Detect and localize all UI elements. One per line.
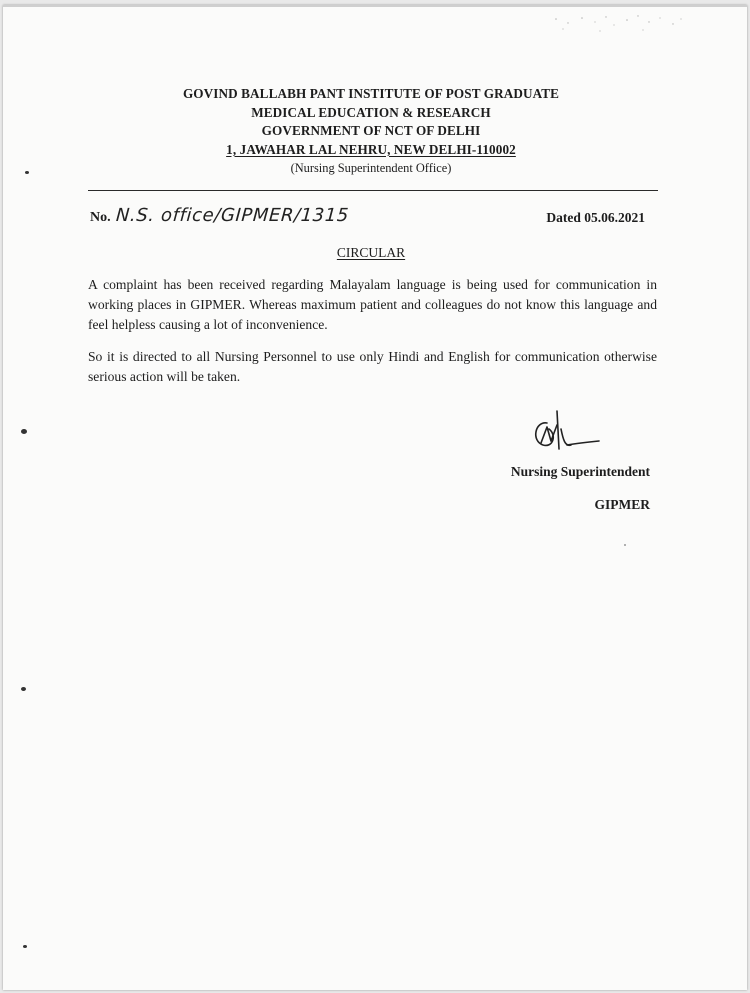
scan-mark (21, 687, 26, 691)
scan-mark (25, 171, 29, 174)
scan-top-edge (3, 5, 747, 7)
letterhead (3, 85, 739, 177)
document-page (3, 5, 747, 990)
scan-mark (21, 429, 27, 434)
handwritten-reference-number: N.S. office/GIPMER/1315 (115, 205, 350, 226)
circular-date: Dated 05.06.2021 (546, 210, 645, 225)
reference-label: No. (90, 210, 111, 225)
handwritten-signature (527, 405, 607, 461)
institute-address: 1, JAWAHAR LAL NEHRU, NEW DELHI-110002 (226, 141, 516, 157)
scan-mark (624, 544, 626, 546)
body-paragraph-1: A complaint has been received regarding Malayalam language is being used for communication in working places in GIPMER. Whereas maximum patient and colleagues do not know this language and feel helpless causing a lot of inconvenience. (88, 277, 657, 332)
header-divider (88, 190, 658, 191)
institute-name-line1: GOVIND BALLABH PANT INSTITUTE OF POST GRADUATE (182, 86, 560, 101)
scan-noise (548, 13, 688, 37)
signatory-title: Nursing Superintendent (510, 464, 650, 479)
scan-mark (23, 945, 27, 948)
office-name: (Nursing Superintendent Office) (290, 161, 452, 175)
institute-name-line2: MEDICAL EDUCATION & RESEARCH (251, 104, 491, 120)
government-line: GOVERNMENT OF NCT OF DELHI (261, 123, 481, 138)
signatory-organization: GIPMER (594, 497, 650, 512)
document-title: CIRCULAR (336, 245, 406, 260)
body-paragraph-2: So it is directed to all Nursing Personnel to use only Hindi and English for communication otherwise serious action will be taken. (88, 349, 657, 384)
